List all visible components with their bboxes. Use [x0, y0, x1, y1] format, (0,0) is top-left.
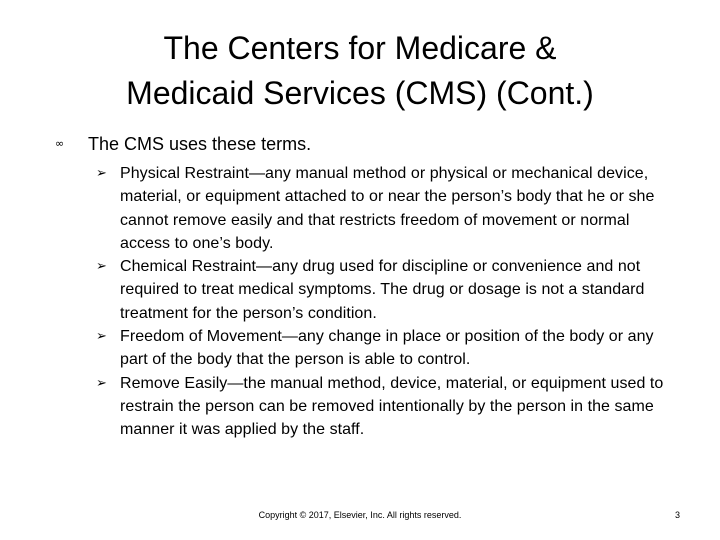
- slide-title-line-2: Medicaid Services (CMS) (Cont.): [126, 75, 594, 111]
- definition-item-chemical-restraint: [96, 255, 666, 325]
- definition-text: Freedom of Movement—any change in place or position of the body or any part of the body that the person is able to control.: [120, 328, 654, 369]
- footer-copyright: Copyright © 2017, Elsevier, Inc. All rights reserved.: [258, 510, 462, 520]
- page-number: 3: [674, 510, 680, 520]
- infinity-bullet-icon: ∞: [55, 137, 65, 150]
- slide-title: [60, 26, 660, 116]
- definition-text: Physical Restraint—any manual method or physical or mechanical device, material, or equipment attached to or near the person’s body that he or she cannot remove easily and that restricts freedom of movement or normal access to one’s body.: [120, 165, 655, 252]
- definition-text: Remove Easily—the manual method, device, material, or equipment used to restrain the person can be removed intentionally by the person in the same manner it was applied by the staff.: [120, 374, 664, 439]
- definition-text: Chemical Restraint—any drug used for discipline or convenience and not required to treat medical symptoms. The drug or dosage is not a standard treatment for the person’s condition.: [120, 258, 645, 322]
- definition-item-remove-easily: [96, 372, 666, 442]
- arrowhead-bullet-icon: ➢: [96, 329, 107, 345]
- definition-item-physical-restraint: [96, 162, 666, 255]
- slide-title-line-1: The Centers for Medicare &: [163, 30, 557, 66]
- definition-list: [96, 162, 666, 442]
- definition-item-freedom-of-movement: [96, 325, 666, 372]
- arrowhead-bullet-icon: ➢: [96, 259, 107, 275]
- level1-bullet-text: The CMS uses these terms.: [88, 134, 312, 154]
- arrowhead-bullet-icon: ➢: [96, 166, 107, 181]
- level1-bullet: [55, 132, 675, 156]
- arrowhead-bullet-icon: ➢: [96, 375, 107, 391]
